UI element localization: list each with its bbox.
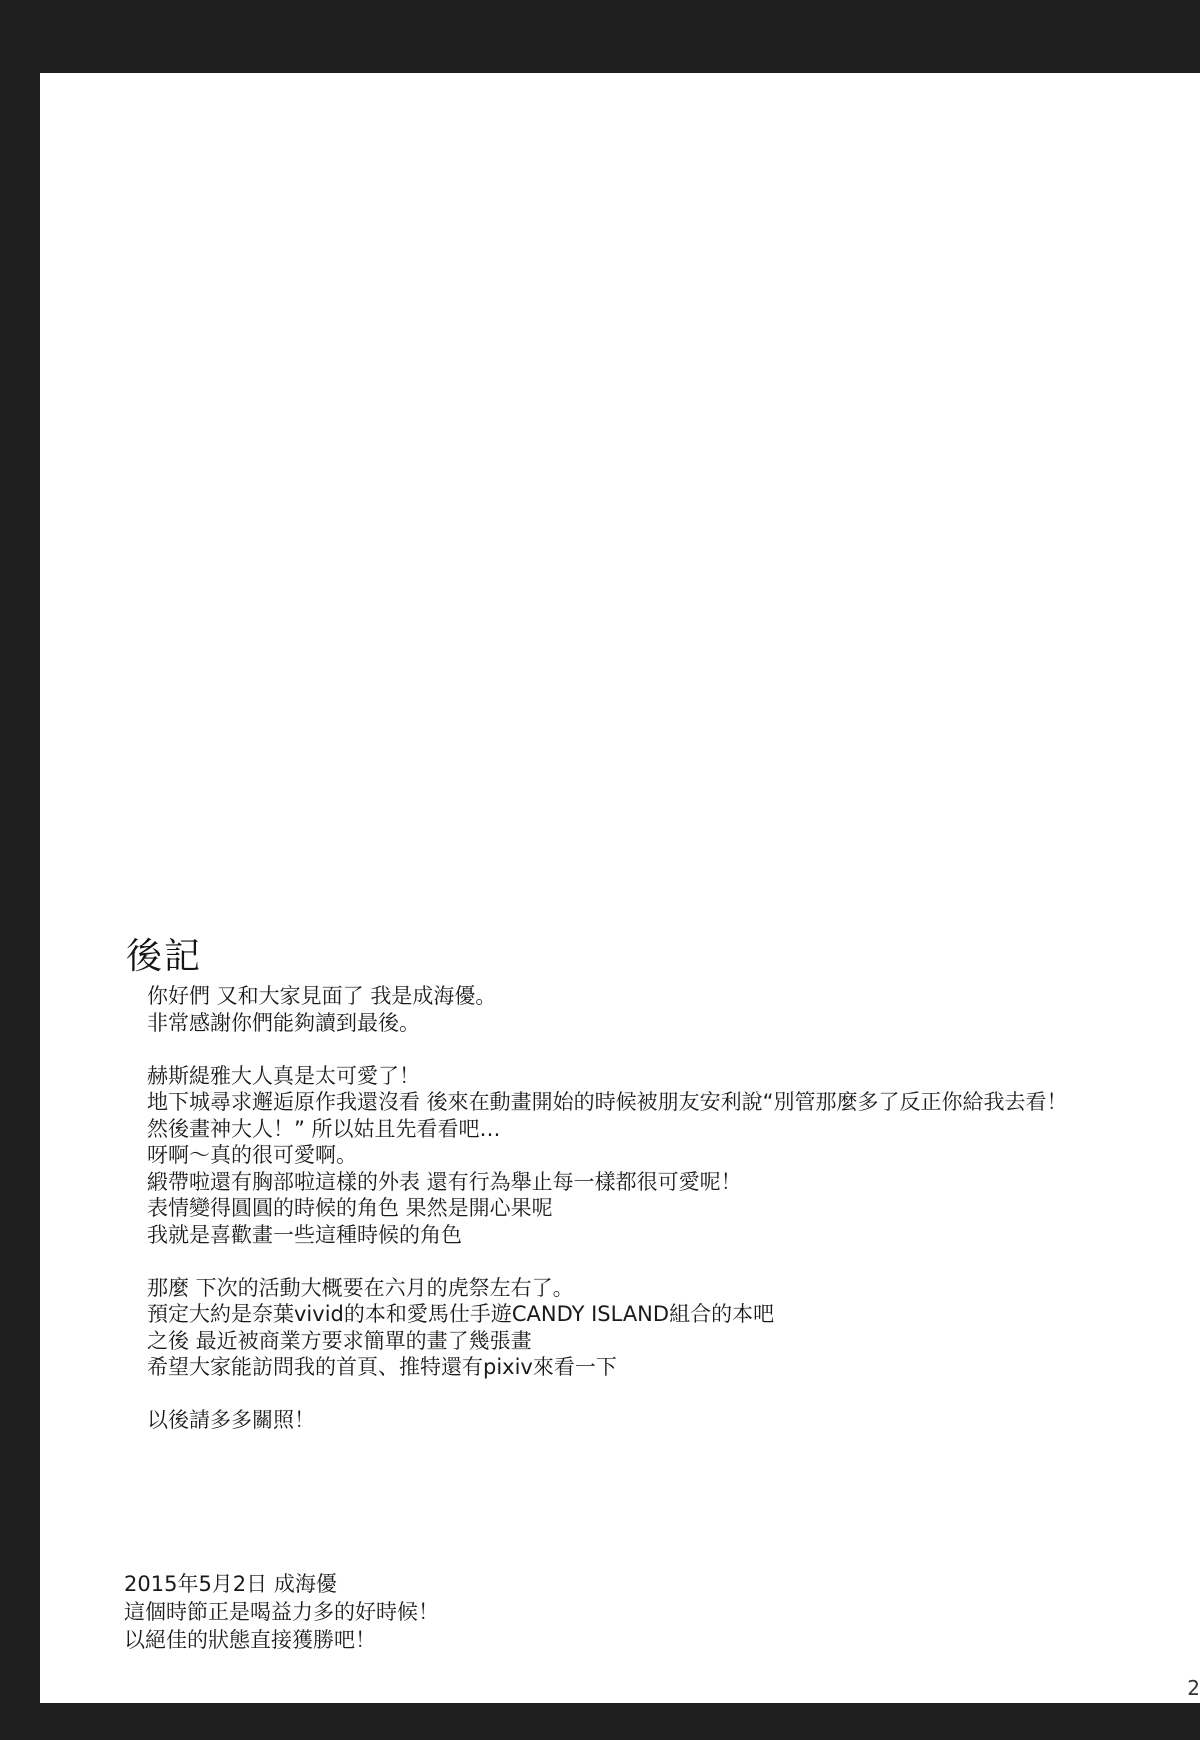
text-line: 那麼 下次的活動大概要在六月的虎祭左右了。 [147, 1275, 574, 1300]
text-line: 地下城尋求邂逅原作我還沒看 後來在動畫開始的時候被朋友安利說“別管那麼多了反正你給我去看！ [147, 1090, 1068, 1114]
text-line: 表情變得圓圓的時候的角色 果然是開心果呢 [147, 1196, 553, 1220]
paragraph [147, 1407, 1147, 1434]
text-line: 之後 最近被商業方要求簡單的畫了幾張畫 [147, 1328, 532, 1353]
text-line: 緞帶啦還有胸部啦這樣的外表 還有行為舉止每一樣都很可愛呢！ [147, 1169, 742, 1194]
paragraph [147, 1275, 1147, 1381]
text-line: 我就是喜歡畫一些這種時候的角色 [147, 1222, 462, 1247]
text-line: 呀啊～真的很可愛啊。 [147, 1143, 357, 1167]
text-line: 非常感謝你們能夠讀到最後。 [147, 1010, 420, 1035]
text-line: 然後畫神大人！” 所以姑且先看看吧… [147, 1116, 501, 1141]
text-line: 預定大約是奈葉vivid的本和愛馬仕手遊CANDY ISLAND組合的本吧 [147, 1302, 775, 1326]
paragraph [147, 983, 1147, 1036]
paragraph-gap [147, 1381, 1147, 1408]
text-line: 赫斯緹雅大人真是太可愛了！ [147, 1063, 420, 1088]
closing-line: 這個時節正是喝益力多的好時候！ [124, 1600, 439, 1624]
page-number: 2 [1187, 1676, 1200, 1700]
paragraph [147, 1063, 1147, 1249]
date-signature: 2015年5月2日 成海優 [124, 1572, 337, 1596]
page-title: 後記 [126, 936, 203, 977]
afterword-body [147, 983, 1147, 1434]
text-line: 以後請多多關照！ [147, 1408, 315, 1432]
text-line: 希望大家能訪問我的首頁、推特還有pixiv來看一下 [147, 1355, 617, 1379]
signature-block [124, 1570, 439, 1654]
document-page [40, 73, 1200, 1703]
paragraph-gap [147, 1248, 1147, 1275]
closing-line: 以絕佳的狀態直接獲勝吧！ [124, 1628, 376, 1652]
paragraph-gap [147, 1036, 1147, 1063]
text-line: 你好們 又和大家見面了 我是成海優。 [147, 984, 497, 1008]
